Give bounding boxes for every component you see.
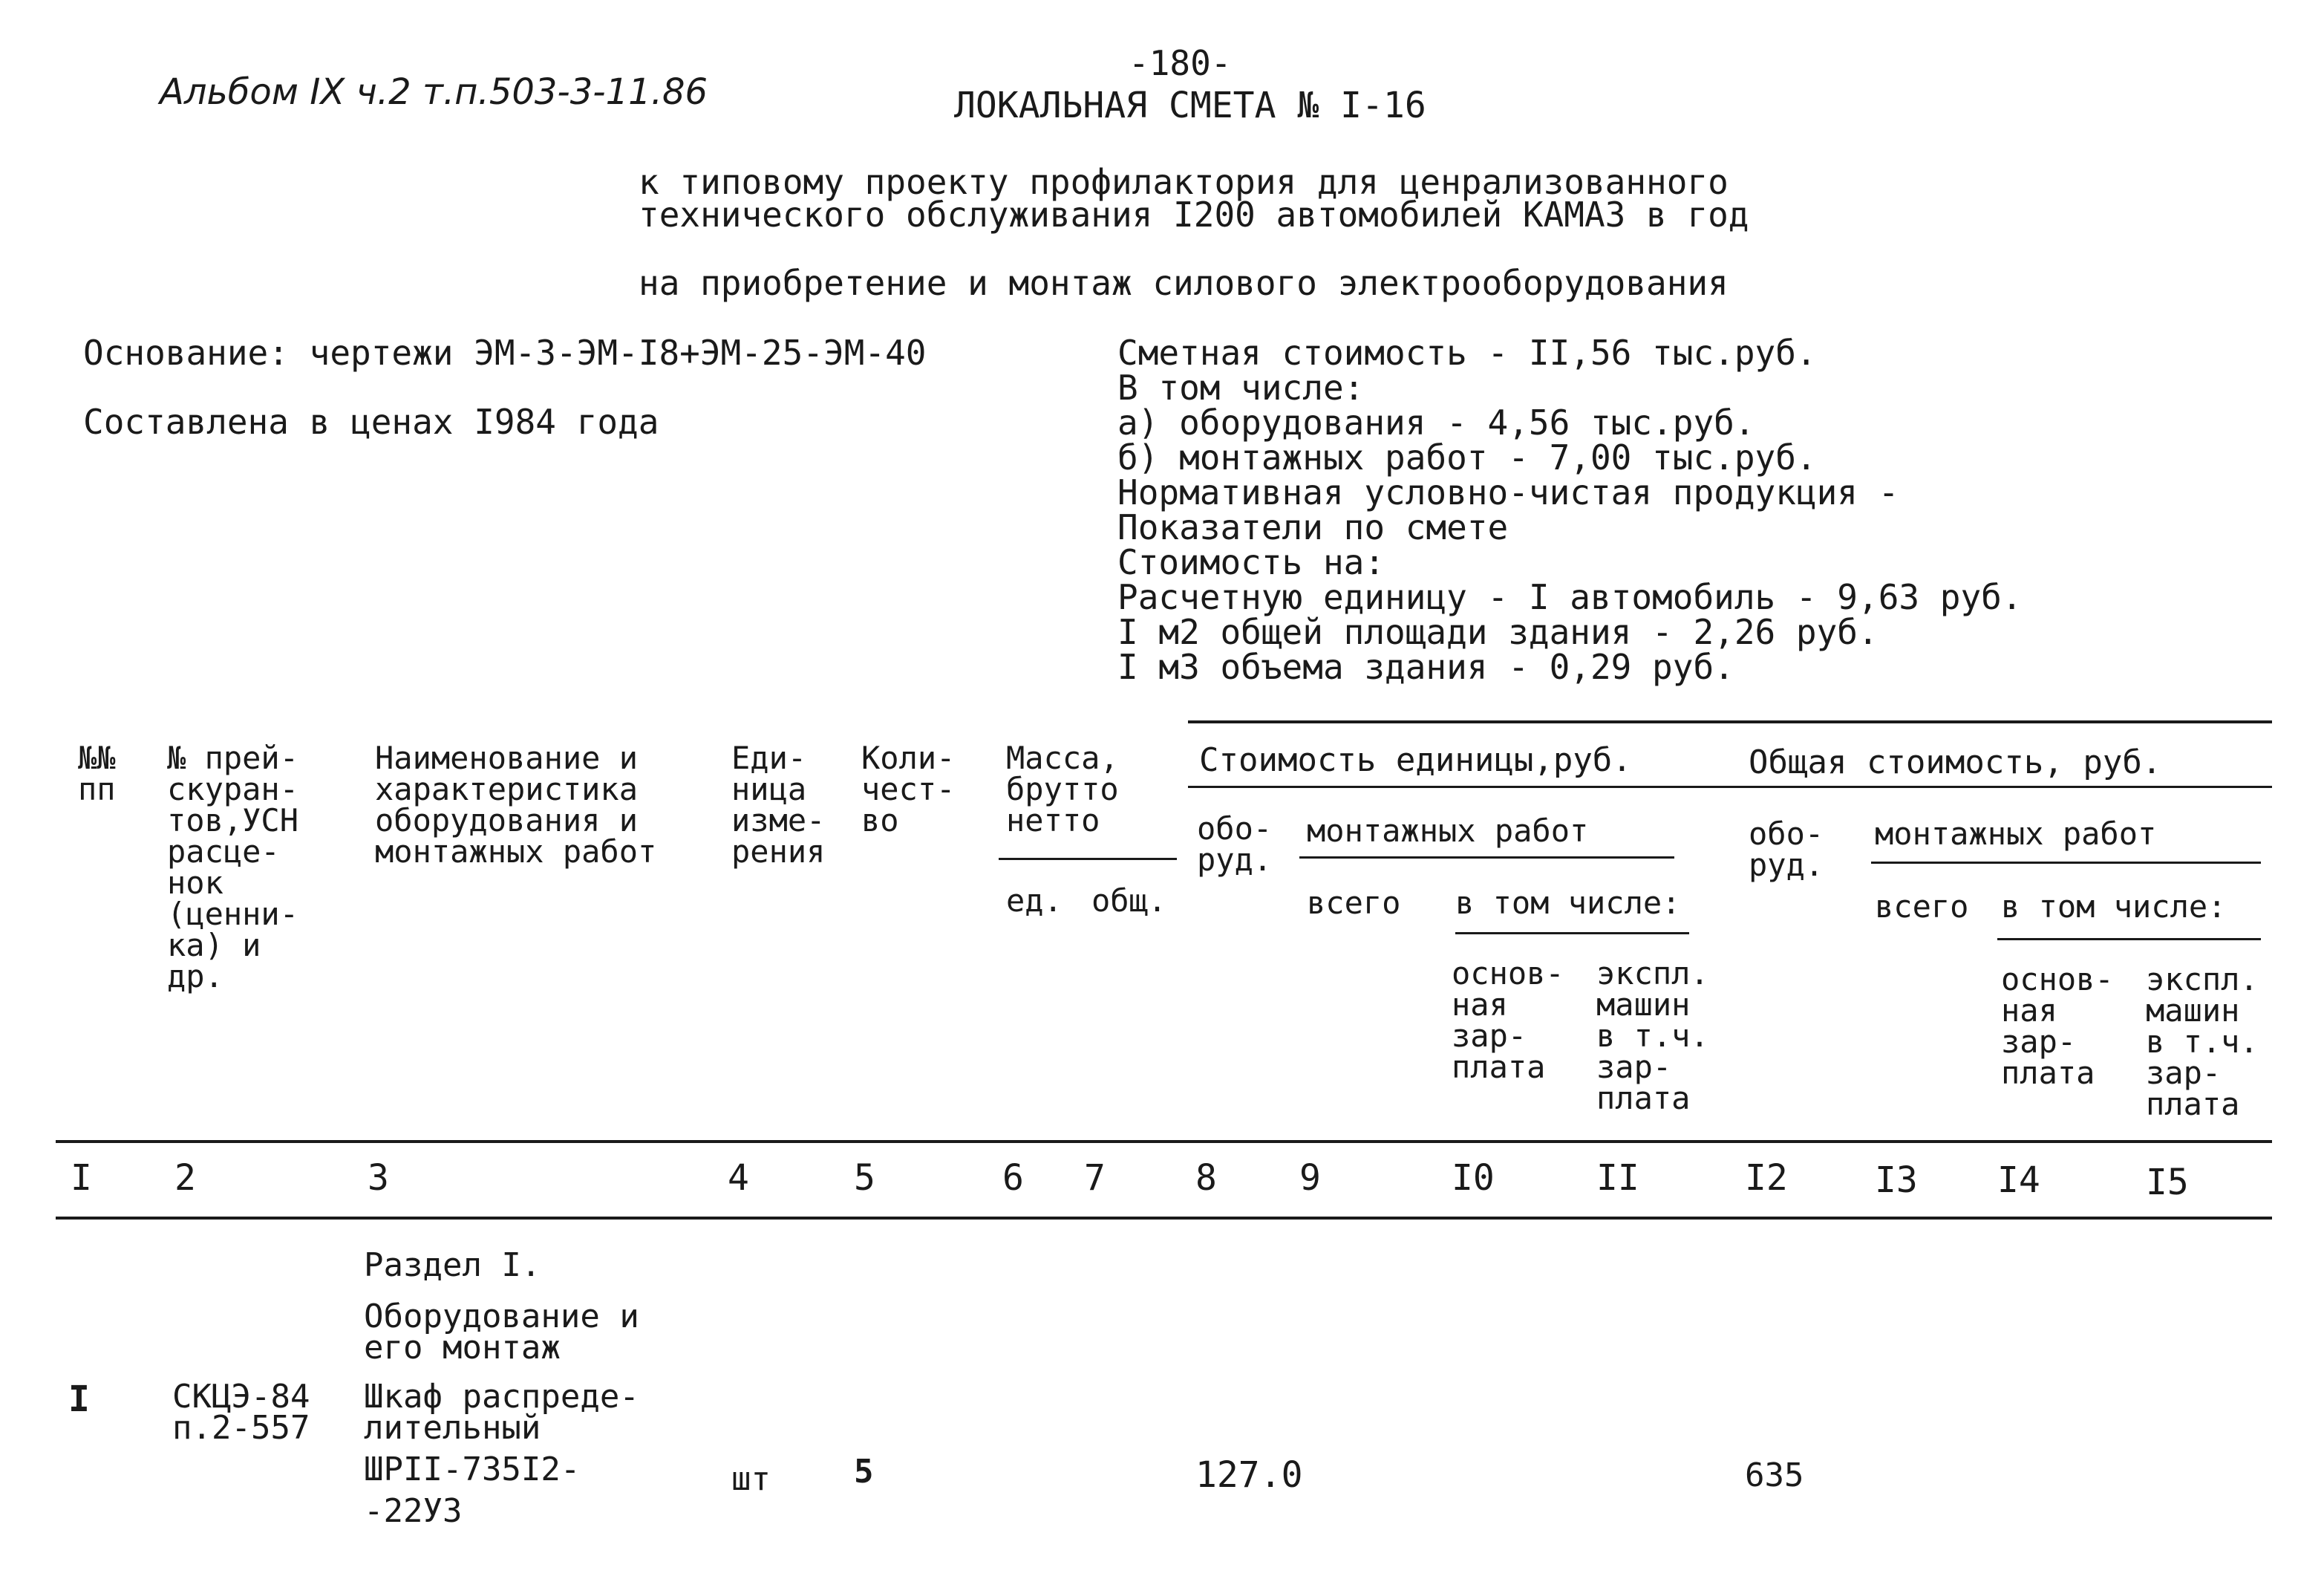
- header-text: машин: [2146, 992, 2240, 1029]
- column-number: 2: [174, 1157, 196, 1199]
- header-text: основ-: [1452, 955, 1564, 992]
- header-text: др.: [167, 958, 223, 994]
- header-text: рения: [731, 833, 826, 870]
- basis-line: Основание: чертежи ЭМ-3-ЭМ-I8+ЭМ-25-ЭМ-40: [83, 333, 927, 373]
- header-unit-base-wage: [1452, 955, 1564, 1085]
- column-number: I0: [1452, 1157, 1495, 1199]
- header-text: экспл.: [2146, 961, 2259, 997]
- header-unit-install: монтажных работ: [1307, 813, 1589, 849]
- header-text: плата: [1596, 1080, 1691, 1116]
- section-subtitle: [364, 1298, 639, 1367]
- header-total-equip: [1749, 815, 1824, 883]
- cost-summary-line: Сметная стоимость - II,56 тыс.руб.: [1117, 333, 1817, 373]
- column-number: 5: [854, 1157, 875, 1199]
- header-text: расце-: [167, 833, 280, 870]
- row-code-line: СКЦЭ-84: [172, 1378, 310, 1416]
- subtitle-line-1: к типовому проекту профилактория для ценрализованного: [639, 162, 1729, 202]
- price-level-line: Составлена в ценах I984 года: [83, 402, 659, 442]
- column-number: I5: [2146, 1162, 2189, 1203]
- column-number: 6: [1002, 1157, 1024, 1199]
- cost-group-rule: [1188, 786, 2272, 788]
- header-text: характеристика: [375, 771, 639, 807]
- header-text: обо-: [1197, 810, 1273, 847]
- unit-including-rule: [1455, 932, 1689, 934]
- header-text: оборудования и: [375, 802, 639, 839]
- header-text: плата: [1452, 1049, 1546, 1085]
- header-text: руд.: [1749, 847, 1824, 883]
- header-text: тов,УСН: [167, 802, 299, 839]
- row-total-equip-cost: 635: [1745, 1456, 1804, 1494]
- column-number: 8: [1195, 1157, 1217, 1199]
- header-total-cost: Общая стоимость, руб.: [1749, 743, 2162, 781]
- doc-title: ЛОКАЛЬНАЯ СМЕТА № I-16: [954, 85, 1426, 126]
- header-mass: [1006, 740, 1119, 839]
- header-text: № прей-: [167, 740, 299, 776]
- row-qty: 5: [854, 1453, 874, 1491]
- cost-summary-line: В том числе:: [1117, 368, 1365, 408]
- cost-summary-line: Показатели по смете: [1117, 507, 1509, 547]
- column-number: 4: [728, 1157, 749, 1199]
- header-total-all: всего: [1875, 888, 1969, 925]
- row-name-line: лительный: [364, 1409, 541, 1447]
- header-unit-cost: Стоимость единицы,руб.: [1199, 741, 1632, 779]
- row-unit-equip-cost: 127.0: [1195, 1454, 1303, 1496]
- header-text: пп: [78, 771, 116, 807]
- column-number: I2: [1745, 1157, 1788, 1199]
- cost-summary-line: Стоимость на:: [1117, 542, 1385, 582]
- header-unit-all: всего: [1307, 885, 1401, 921]
- header-col-code: [167, 740, 299, 994]
- column-number: 9: [1299, 1157, 1321, 1199]
- header-text: зар-: [2001, 1023, 2077, 1060]
- header-text: Коли-: [861, 740, 956, 776]
- header-total-machine: [2146, 961, 2259, 1122]
- header-unit-machine: [1596, 955, 1709, 1116]
- cost-summary-line: I м3 объема здания - 0,29 руб.: [1117, 647, 1734, 687]
- colnum-bottom-rule: [56, 1217, 2272, 1220]
- row-name-line: -22У3: [364, 1492, 463, 1530]
- header-text: в т.ч.: [1596, 1018, 1709, 1054]
- header-unit-equip: [1197, 810, 1273, 878]
- cost-summary-line: Расчетную единицу - I автомобиль - 9,63 руб.: [1117, 577, 2023, 617]
- row-code: [172, 1378, 310, 1447]
- cost-summary-line: а) оборудования - 4,56 тыс.руб.: [1117, 403, 1755, 443]
- header-text: Еди-: [731, 740, 807, 776]
- subtitle-line-2: технического обслуживания I200 автомобилей КАМАЗ в год: [639, 195, 1749, 235]
- cost-summary-line: б) монтажных работ - 7,00 тыс.руб.: [1117, 437, 1817, 478]
- header-text: ка) и: [167, 927, 261, 963]
- header-text: (ценни-: [167, 896, 299, 932]
- header-text: Масса,: [1006, 740, 1119, 776]
- header-text: плата: [2146, 1086, 2240, 1122]
- column-number: I3: [1875, 1159, 1918, 1201]
- section-title: Раздел I.: [364, 1246, 541, 1284]
- header-text: скуран-: [167, 771, 299, 807]
- header-mass-total: общ.: [1091, 882, 1167, 919]
- album-note: Альбом IX ч.2 т.п.503-3-11.86: [160, 71, 708, 113]
- column-number: 3: [368, 1157, 389, 1199]
- header-text: руд.: [1197, 841, 1273, 878]
- header-total-install: монтажных работ: [1875, 815, 2157, 852]
- row-code-line: п.2-557: [172, 1409, 310, 1447]
- cost-summary: [1117, 333, 2023, 687]
- header-text: изме-: [731, 802, 826, 839]
- row-unit: шт: [731, 1460, 771, 1498]
- header-text: зар-: [2146, 1055, 2222, 1091]
- header-text: чест-: [861, 771, 956, 807]
- header-top-rule: [1188, 720, 2272, 723]
- header-total-base-wage: [2001, 961, 2114, 1091]
- header-unit-including: в том числе:: [1455, 885, 1681, 921]
- header-text: плата: [2001, 1055, 2095, 1091]
- row-name: [364, 1378, 639, 1530]
- header-col-name: [375, 740, 657, 870]
- header-col-num: [78, 740, 116, 807]
- header-text: нетто: [1006, 802, 1100, 839]
- header-text: обо-: [1749, 815, 1824, 852]
- header-total-including: в том числе:: [2001, 888, 2227, 925]
- column-number: 7: [1084, 1157, 1106, 1199]
- header-text: ная: [1452, 986, 1508, 1023]
- header-text: зар-: [1596, 1049, 1672, 1085]
- header-col-unit: [731, 740, 826, 870]
- header-text: экспл.: [1596, 955, 1709, 992]
- section-subtitle-line: его монтаж: [364, 1329, 561, 1367]
- header-text: в т.ч.: [2146, 1023, 2259, 1060]
- cost-summary-line: I м2 общей площади здания - 2,26 руб.: [1117, 612, 1879, 652]
- header-text: во: [861, 802, 899, 839]
- header-text: монтажных работ: [375, 833, 657, 870]
- purpose-line: на приобретение и монтаж силового электрооборудования: [639, 263, 1729, 303]
- row-num: I: [68, 1378, 90, 1420]
- header-text: Наименование и: [375, 740, 639, 776]
- column-number: I: [71, 1157, 92, 1199]
- total-install-rule: [1871, 862, 2261, 864]
- row-name-line: Шкаф распреде-: [364, 1378, 639, 1416]
- header-col-qty: [861, 740, 956, 839]
- header-text: нок: [167, 865, 223, 901]
- header-text: зар-: [1452, 1018, 1527, 1054]
- header-text: ная: [2001, 992, 2057, 1029]
- header-bottom-rule: [56, 1140, 2272, 1143]
- header-text: №№: [78, 740, 116, 776]
- column-number: I4: [1997, 1159, 2040, 1201]
- header-text: основ-: [2001, 961, 2114, 997]
- header-text: ница: [731, 771, 807, 807]
- header-text: машин: [1596, 986, 1691, 1023]
- header-mass-unit: ед.: [1006, 882, 1063, 919]
- row-name-line: ШРII-735I2-: [364, 1451, 581, 1488]
- page-number: -180-: [1129, 43, 1232, 83]
- column-number: II: [1596, 1157, 1639, 1199]
- unit-install-rule: [1299, 856, 1674, 859]
- mass-rule: [999, 858, 1177, 860]
- cost-summary-line: Нормативная условно-чистая продукция -: [1117, 472, 1899, 512]
- section-subtitle-line: Оборудование и: [364, 1298, 639, 1335]
- total-including-rule: [1997, 938, 2261, 940]
- header-text: брутто: [1006, 771, 1119, 807]
